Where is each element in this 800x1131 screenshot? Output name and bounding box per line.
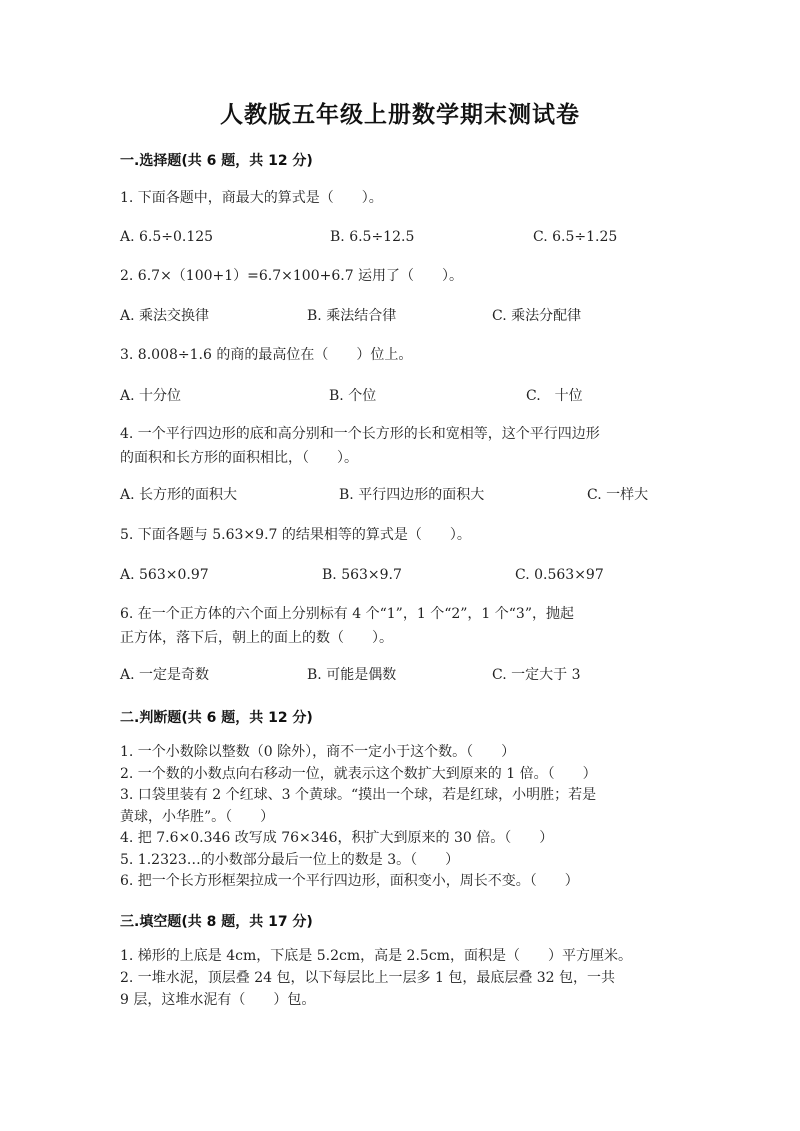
fill-list bbox=[120, 945, 680, 1011]
question-5-stem: 5. 下面各题与 5.63×9.7 的结果相等的算式是（ ）。 bbox=[120, 527, 471, 543]
question-4-stem bbox=[120, 422, 680, 470]
judge-list bbox=[120, 742, 680, 893]
option-b: B. 可能是偶数 bbox=[307, 667, 397, 683]
question-4-options bbox=[120, 485, 700, 505]
option-b: B. 平行四边形的面积大 bbox=[339, 487, 485, 503]
question-5-options bbox=[120, 565, 700, 585]
stem-line: 的面积和长方形的面积相比，（ ）。 bbox=[120, 450, 358, 466]
question-2-options bbox=[120, 306, 700, 326]
list-item: 9 层，这堆水泥有（ ）包。 bbox=[120, 992, 316, 1008]
section-header-fill: 三.填空题(共 8 题，共 17 分) bbox=[120, 914, 313, 930]
section-header-judge: 二.判断题(共 6 题，共 12 分) bbox=[120, 710, 313, 726]
option-b: B. 个位 bbox=[329, 388, 377, 404]
question-6-stem bbox=[120, 602, 680, 650]
section-header-choice: 一.选择题(共 6 题，共 12 分) bbox=[120, 153, 313, 169]
option-c: C. 0.563×97 bbox=[515, 567, 604, 583]
list-item: 2. 一个数的小数点向右移动一位，就表示这个数扩大到原来的 1 倍。（ ） bbox=[120, 765, 597, 782]
question-1-stem: 1. 下面各题中，商最大的算式是（ ）。 bbox=[120, 190, 383, 206]
option-a: A. 一定是奇数 bbox=[120, 667, 210, 683]
option-c: C. 6.5÷1.25 bbox=[533, 229, 618, 245]
option-b: B. 563×9.7 bbox=[322, 567, 402, 583]
option-c: C. 一定大于 3 bbox=[492, 667, 581, 683]
option-a: A. 563×0.97 bbox=[120, 567, 209, 583]
list-item: 1. 梯形的上底是 4cm，下底是 5.2cm，高是 2.5cm，面积是（ ）平方厘米。 bbox=[120, 948, 632, 964]
list-item: 4. 把 7.6×0.346 改写成 76×346，积扩大到原来的 30 倍。（ ） bbox=[120, 830, 554, 846]
stem-line: 6. 在一个正方体的六个面上分别标有 4 个“1”，1 个“2”，1 个“3”，抛起 bbox=[120, 606, 574, 622]
list-item: 2. 一堆水泥，顶层叠 24 包，以下每层比上一层多 1 包，最底层叠 32 包，一共 bbox=[120, 970, 616, 986]
option-c: C. 十位 bbox=[526, 388, 583, 404]
question-1-options bbox=[120, 227, 700, 247]
list-item: 黄球，小华胜”。（ ） bbox=[120, 808, 275, 825]
list-item: 1. 一个小数除以整数（0 除外），商不一定小于这个数。（ ） bbox=[120, 744, 516, 760]
question-3-options bbox=[120, 386, 700, 406]
list-item: 5. 1.2323…的小数部分最后一位上的数是 3。（ ） bbox=[120, 851, 460, 868]
option-a: A. 乘法交换律 bbox=[120, 308, 210, 324]
list-item: 6. 把一个长方形框架拉成一个平行四边形，面积变小，周长不变。（ ） bbox=[120, 873, 579, 889]
stem-line: 正方体，落下后，朝上的面上的数（ ）。 bbox=[120, 630, 393, 646]
question-3-stem: 3. 8.008÷1.6 的商的最高位在（ ）位上。 bbox=[120, 347, 413, 363]
option-a: A. 十分位 bbox=[120, 388, 182, 404]
list-item: 3. 口袋里装有 2 个红球、3 个黄球。“摸出一个球，若是红球，小明胜；若是 bbox=[120, 787, 597, 803]
option-b: B. 乘法结合律 bbox=[307, 308, 397, 324]
option-a: A. 长方形的面积大 bbox=[120, 487, 238, 503]
page-title: 人教版五年级上册数学期末测试卷 bbox=[220, 102, 580, 128]
question-2-stem: 2. 6.7×（100+1）=6.7×100+6.7 运用了（ ）。 bbox=[120, 268, 464, 284]
stem-line: 4. 一个平行四边形的底和高分别和一个长方形的长和宽相等，这个平行四边形 bbox=[120, 426, 600, 442]
option-c: C. 一样大 bbox=[587, 487, 649, 503]
option-c: C. 乘法分配律 bbox=[492, 308, 582, 324]
option-a: A. 6.5÷0.125 bbox=[120, 229, 214, 245]
question-6-options bbox=[120, 665, 700, 685]
option-b: B. 6.5÷12.5 bbox=[330, 229, 415, 245]
